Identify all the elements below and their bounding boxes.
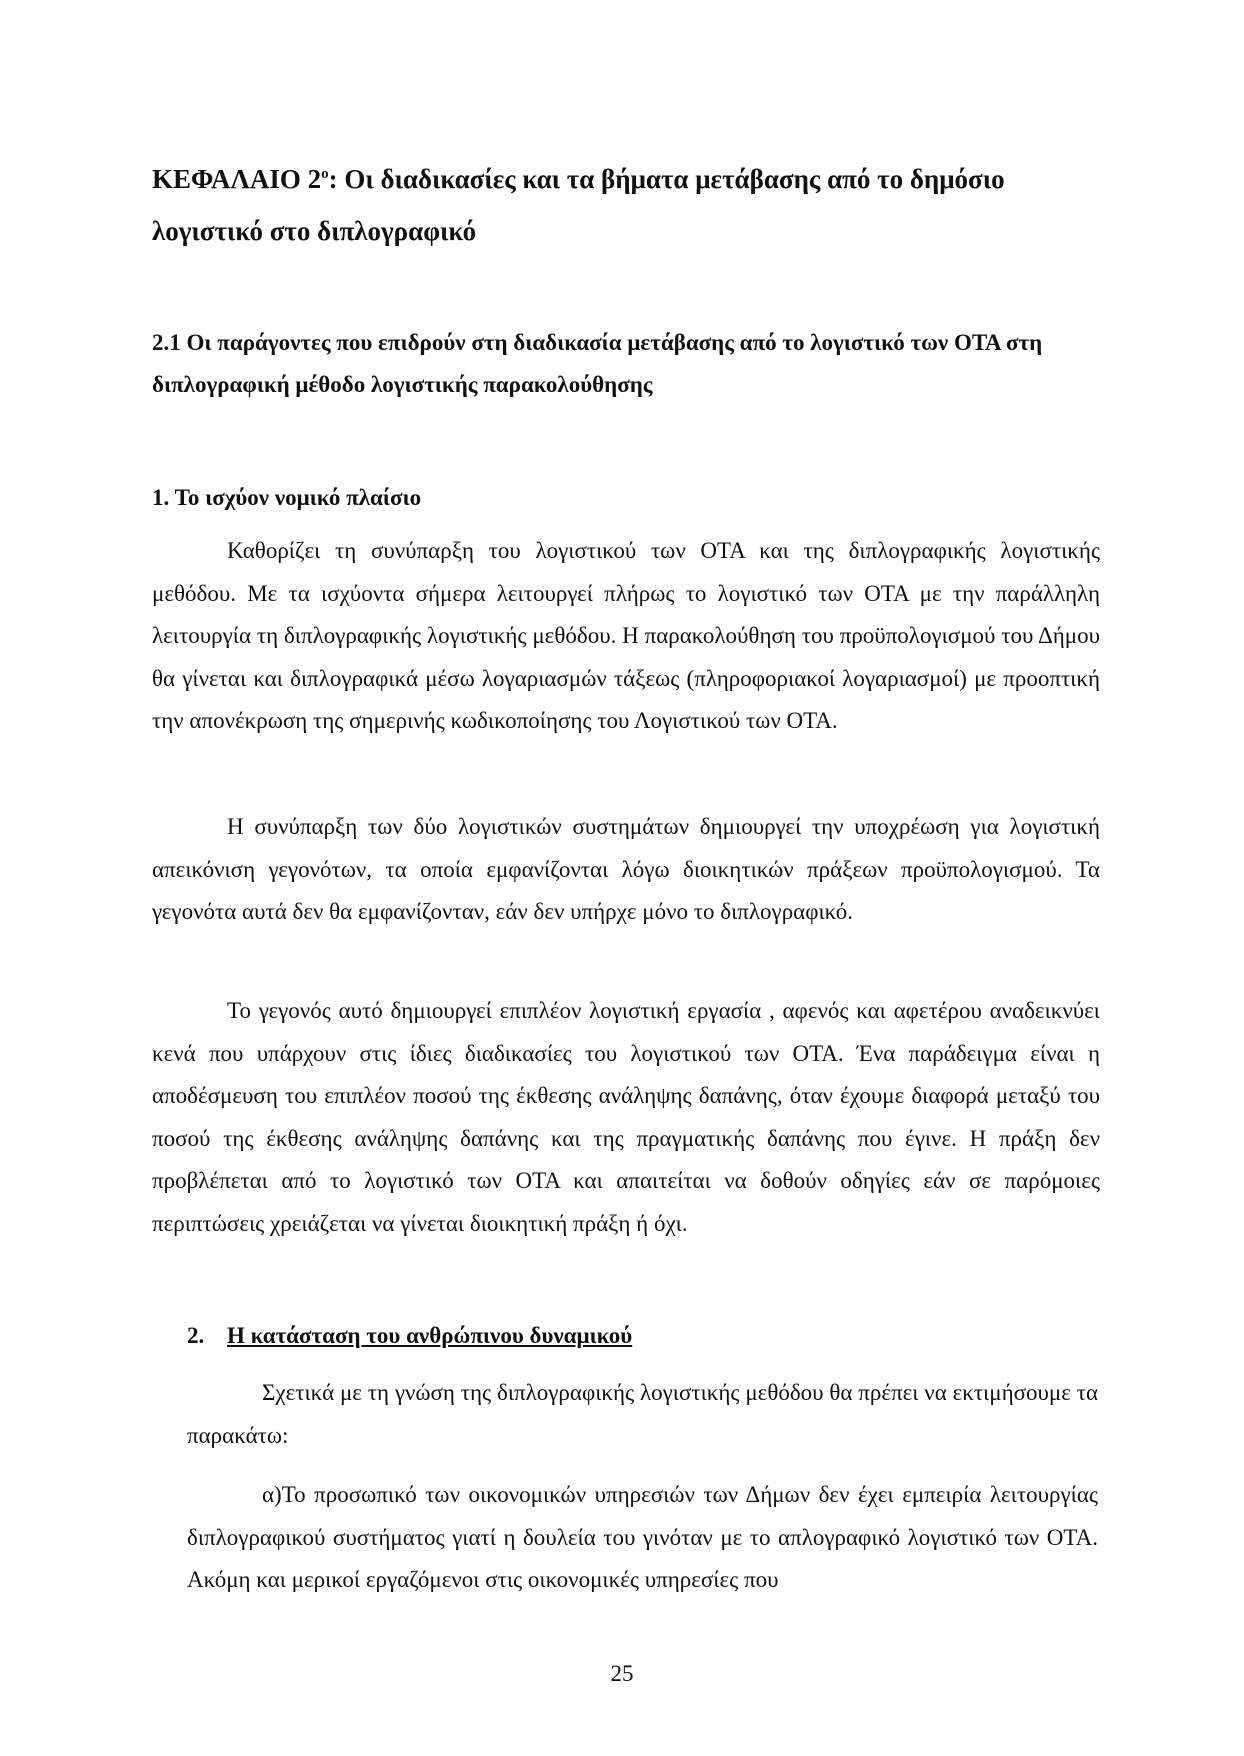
paragraph: Καθορίζει τη συνύπαρξη του λογιστικού των ΟΤΑ και της διπλογραφικής λογιστικής μεθόδου. Με τα ισχύοντα σήμερα λειτουργεί πλήρως το λογιστικό των ΟΤΑ με την παράλληλη λειτουργία τη διπλογραφικής λογιστικής μεθόδου. Η παρακολούθηση του προϋπολογισμού του Δήμου θα γίνεται και διπλογραφικά μέσω λογαριασμών τάξεως (πληροφοριακοί λογαριασμοί) με προοπτική την απονέκρωση της σημερινής κωδικοποίησης του Λογιστικού των ΟΤΑ. bbox=[152, 538, 1100, 733]
subsection-title: Η κατάσταση του ανθρώπινου δυναμικού bbox=[227, 1323, 633, 1348]
subsection-number: 2. bbox=[187, 1323, 205, 1348]
subsection-heading-human-resources bbox=[187, 1318, 632, 1354]
section-title: 2.1 Οι παράγοντες που επιδρούν στη διαδικασία μετάβασης από το λογιστικό των ΟΤΑ στη διπλογραφική μέθοδο λογιστικής παρακολούθησης bbox=[152, 330, 1043, 397]
paragraph: Η συνύπαρξη των δύο λογιστικών συστημάτων δημιουργεί την υποχρέωση για λογιστική απεικόνιση γεγονότων, τα οποία εμφανίζονται λόγω διοικητικών πράξεων προϋπολογισμού. Τα γεγονότα αυτά δεν θα εμφανίζονταν, εάν δεν υπήρχε μόνο το διπλογραφικό. bbox=[152, 814, 1100, 924]
subsection-heading-legal-framework: 1. Το ισχύον νομικό πλαίσιο bbox=[152, 485, 422, 510]
page-number: 25 bbox=[610, 1661, 634, 1686]
paragraph: Το γεγονός αυτό δημιουργεί επιπλέον λογιστική εργασία , αφενός και αφετέρου αναδεικνύει κενά που υπάρχουν στις ίδιες διαδικασίες του λογιστικού των ΟΤΑ. Ένα παράδειγμα είναι η αποδέσμευση του επιπλέον ποσού της έκθεσης ανάληψης δαπάνης, όταν έχουμε διαφορά μεταξύ του ποσού της έκθεσης ανάληψης δαπάνης και της πραγματικής δαπάνης που έγινε. Η πράξη δεν προβλέπεται από το λογιστικό των ΟΤΑ και απαιτείται να δοθούν οδηγίες εάν σε παρόμοιες περιπτώσεις χρειάζεται να γίνεται διοικητική πράξη ή όχι. bbox=[152, 998, 1100, 1236]
chapter-title-text: ΚΕΦΑΛΑΙΟ $2^o$: Οι διαδικασίες και τα βήματα μετάβασης από το δημόσιο λογιστικό στο διπλογραφικό bbox=[152, 164, 1005, 246]
chapter-title bbox=[152, 148, 1112, 257]
paragraph: Σχετικά με τη γνώση της διπλογραφικής λογιστικής μεθόδου θα πρέπει να εκτιμήσουμε τα παρακάτω: bbox=[187, 1380, 1098, 1448]
ordinal-superscript: ο bbox=[321, 166, 329, 182]
paragraph: α)Το προσωπικό των οικονομικών υπηρεσιών των Δήμων δεν έχει εμπειρία λειτουργίας διπλογραφικού συστήματος γιατί η δουλεία του γινόταν με το απλογραφικό λογιστικό των ΟΤΑ. Ακόμη και μερικοί εργαζόμενοι στις οικονομικές υπηρεσίες που bbox=[187, 1482, 1098, 1592]
